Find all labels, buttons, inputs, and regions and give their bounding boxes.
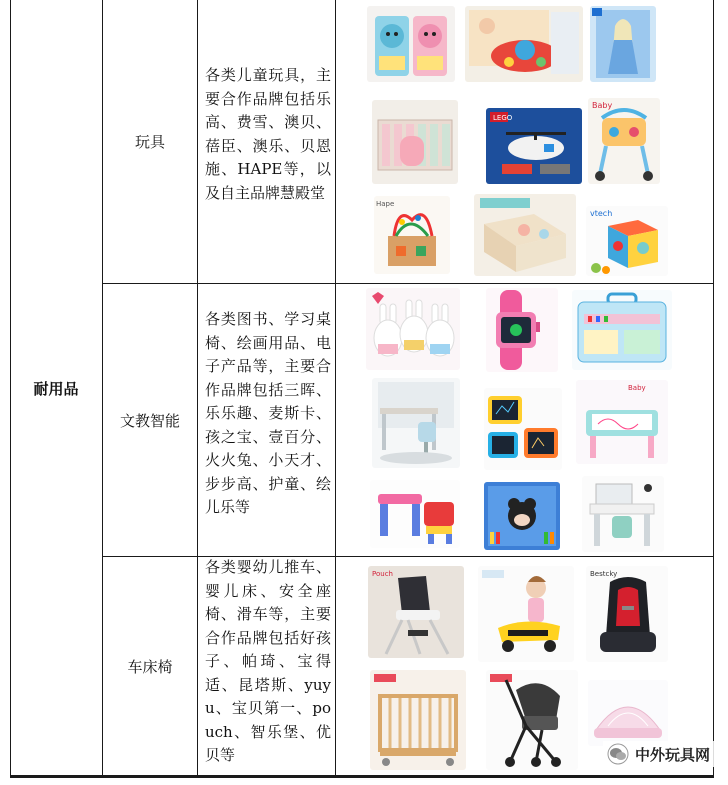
svg-text:LEGO: LEGO <box>493 114 513 122</box>
svg-text:Bestcky: Bestcky <box>590 570 618 578</box>
wechat-icon <box>607 743 629 765</box>
baby-crib-image <box>370 670 466 770</box>
play-mat-image <box>474 194 576 276</box>
table-border-bottom <box>10 775 714 778</box>
subcategory-toys: 玩具 <box>134 133 165 151</box>
svg-text:vtech: vtech <box>590 209 613 218</box>
kids-smartwatch-image <box>486 288 558 372</box>
lego-helicopter-image <box>486 108 582 184</box>
mosquito-net-image <box>588 680 668 746</box>
art-supply-case-image <box>572 290 672 370</box>
rabbit-story-machines-image <box>366 288 460 370</box>
drawing-tablets-image <box>484 388 562 470</box>
activity-table-image <box>582 476 664 552</box>
ride-on-car-image <box>478 566 574 662</box>
description-toys: 各类儿童玩具，主要合作品牌包括乐高、费雪、澳贝、蓓臣、澳乐、贝恩施、HAPE等，以及自主品牌慧殿堂 <box>205 66 331 202</box>
baby-activity-toy-image <box>465 6 583 82</box>
svg-text:Pouch: Pouch <box>372 570 393 578</box>
drawing-board-table-image <box>576 380 668 464</box>
study-desk-image <box>372 378 460 468</box>
car-seat-image <box>586 566 668 662</box>
svg-text:Baby: Baby <box>628 384 646 392</box>
column-divider-2 <box>197 0 198 778</box>
plush-toys-image <box>367 6 455 82</box>
description-education: 各类图书、学习桌椅、绘画用品、电子产品等，主要合作品牌包括三晖、乐乐趣、麦斯卡、孩之宝、壹百分、火火兔、小天才、步步高、护童、绘儿乐等 <box>205 310 331 516</box>
subcategory-education: 文教智能 <box>119 411 180 430</box>
watermark <box>603 741 714 767</box>
play-fence-image <box>372 100 458 184</box>
column-divider-3 <box>335 0 336 778</box>
watermark-text: 中外玩具网 <box>634 745 710 764</box>
kids-table-chair-image <box>370 480 460 548</box>
category-cell: 耐用品 <box>33 379 79 398</box>
svg-text:Baby: Baby <box>592 101 613 110</box>
description-strollers: 各类婴幼儿推车、婴儿床、安全座椅、滑车等，主要合作品牌包括好孩子、帕琦、宝得适、昆塔斯、yuyu、宝贝第一、pouch、智乐堡、优贝等 <box>205 558 331 764</box>
baby-stroller-image <box>486 670 578 770</box>
subcategory-strollers: 车床椅 <box>127 657 173 676</box>
doll-box-image <box>590 6 656 82</box>
stationery-set-image <box>484 482 560 550</box>
table-border-right <box>713 0 714 778</box>
bead-maze-image <box>374 196 450 274</box>
high-chair-image <box>368 566 464 658</box>
svg-text:Hape: Hape <box>376 200 395 208</box>
activity-cube-image <box>586 206 668 276</box>
baby-walker-image <box>588 98 660 184</box>
